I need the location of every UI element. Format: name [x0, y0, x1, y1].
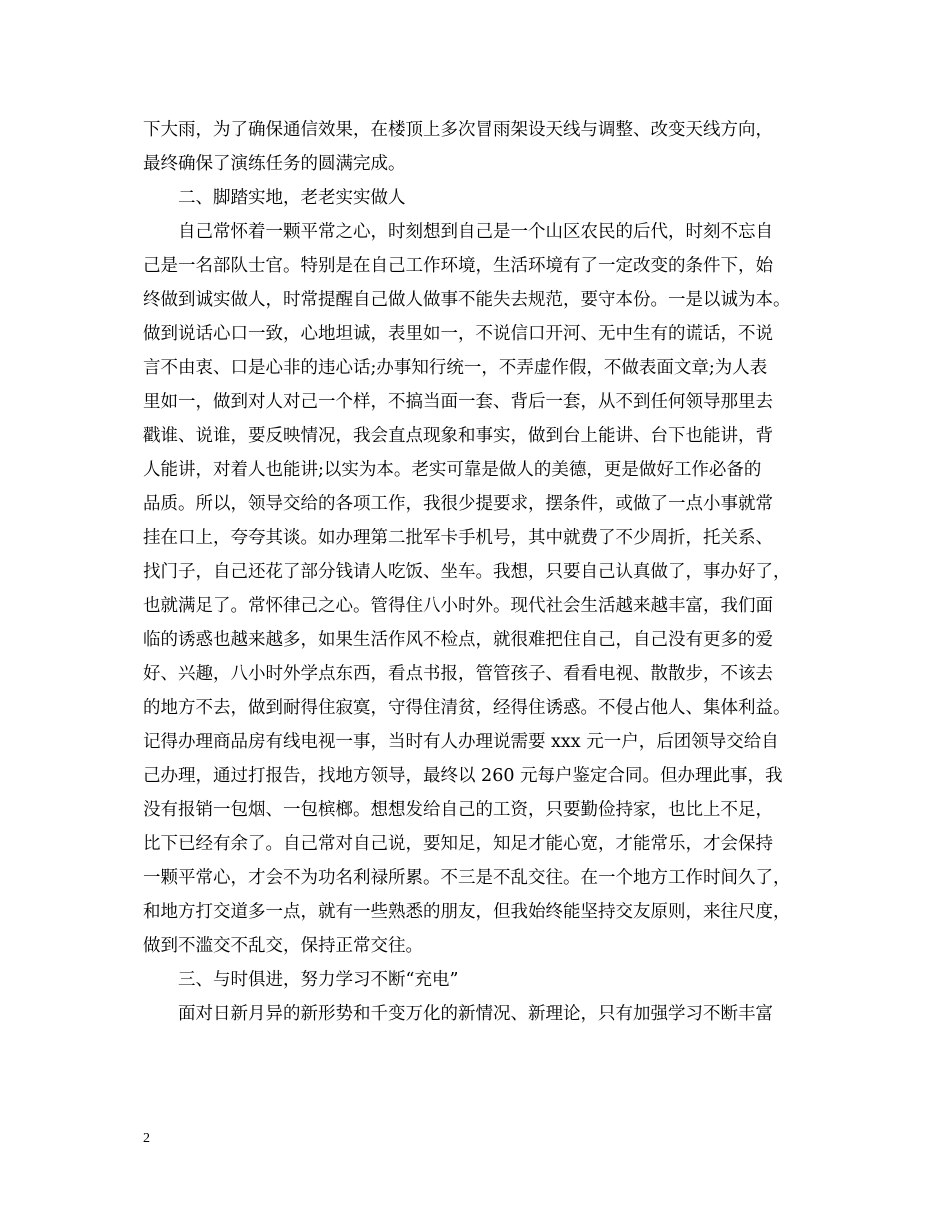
text-line-20: 己办理，通过打报告，找地方领导，最终以 260 元每户鉴定合同。但办理此事，我: [143, 766, 783, 786]
text-line-22: 比下已经有余了。自己常对自己说，要知足，知足才能心宽，才能常乐，才会保持: [143, 834, 773, 854]
text-line-2: 最终确保了演练任务的圆满完成。: [143, 154, 406, 174]
section-heading-2: 二、脚踏实地，老老实实做人: [178, 188, 406, 208]
text-line-25: 做到不滥交不乱交，保持正常交往。: [143, 936, 423, 956]
text-line-12: 品质。所以，领导交给的各项工作，我很少提要求，摆条件，或做了一点小事就常: [143, 494, 773, 514]
text-line-6: 终做到诚实做人，时常提醒自己做人做事不能失去规范，要守本份。一是以诚为本。: [143, 290, 791, 310]
text-line-1: 下大雨，为了确保通信效果，在楼顶上多次冒雨架设天线与调整、改变天线方向，: [143, 120, 773, 140]
text-line-10: 戳谁、说谁，要反映情况，我会直点现象和事实，做到台上能讲、台下也能讲，背: [143, 426, 773, 446]
text-line-5: 己是一名部队士官。特别是在自己工作环境，生活环境有了一定改变的条件下，始: [143, 256, 773, 276]
text-line-14: 找门子，自己还花了部分钱请人吃饭、坐车。我想，只要自己认真做了，事办好了，: [143, 562, 791, 582]
text-line-4: 自己常怀着一颗平常之心，时刻想到自己是一个山区农民的后代，时刻不忘自: [178, 222, 773, 242]
text-line-13: 挂在口上，夸夸其谈。如办理第二批军卡手机号，其中就费了不少周折，托关系、: [143, 528, 773, 548]
text-line-18: 的地方不去，做到耐得住寂寞，守得住清贫，经得住诱惑。不侵占他人、集体利益。: [143, 698, 791, 718]
text-line-11: 人能讲，对着人也能讲;以实为本。老实可靠是做人的美德，更是做好工作必备的: [143, 460, 762, 480]
section-heading-3: 三、与时俱进，努力学习不断“充电”: [178, 970, 459, 990]
text-line-8: 言不由衷、口是心非的违心话;办事知行统一，不弄虚作假，不做表面文章;为人表: [143, 358, 768, 378]
text-line-15: 也就满足了。常怀律己之心。管得住八小时外。现代社会生活越来越丰富，我们面: [143, 596, 773, 616]
text-line-19: 记得办理商品房有线电视一事，当时有人办理说需要 xxx 元一户，后团领导交给自: [143, 732, 779, 752]
text-line-9: 里如一，做到对人对己一个样，不搞当面一套、背后一套，从不到任何领导那里去: [143, 392, 773, 412]
text-line-16: 临的诱惑也越来越多，如果生活作风不检点，就很难把住自己，自己没有更多的爱: [143, 630, 773, 650]
text-line-17: 好、兴趣，八小时外学点东西，看点书报，管管孩子、看看电视、散散步，不该去: [143, 664, 773, 684]
text-line-24: 和地方打交道多一点，就有一些熟悉的朋友，但我始终能坚持交友原则，来往尺度，: [143, 902, 791, 922]
text-line-7: 做到说话心口一致，心地坦诚，表里如一，不说信口开河、无中生有的谎话，不说: [143, 324, 773, 344]
text-line-21: 没有报销一包烟、一包槟榔。想想发给自己的工资，只要勤俭持家，也比上不足，: [143, 800, 773, 820]
document-body: [143, 113, 823, 1031]
text-line-23: 一颗平常心，才会不为功名利禄所累。不三是不乱交往。在一个地方工作时间久了，: [143, 868, 791, 888]
page-number: 2: [143, 1131, 150, 1146]
text-line-27: 面对日新月异的新形势和千变万化的新情况、新理论，只有加强学习不断丰富: [178, 1004, 773, 1024]
